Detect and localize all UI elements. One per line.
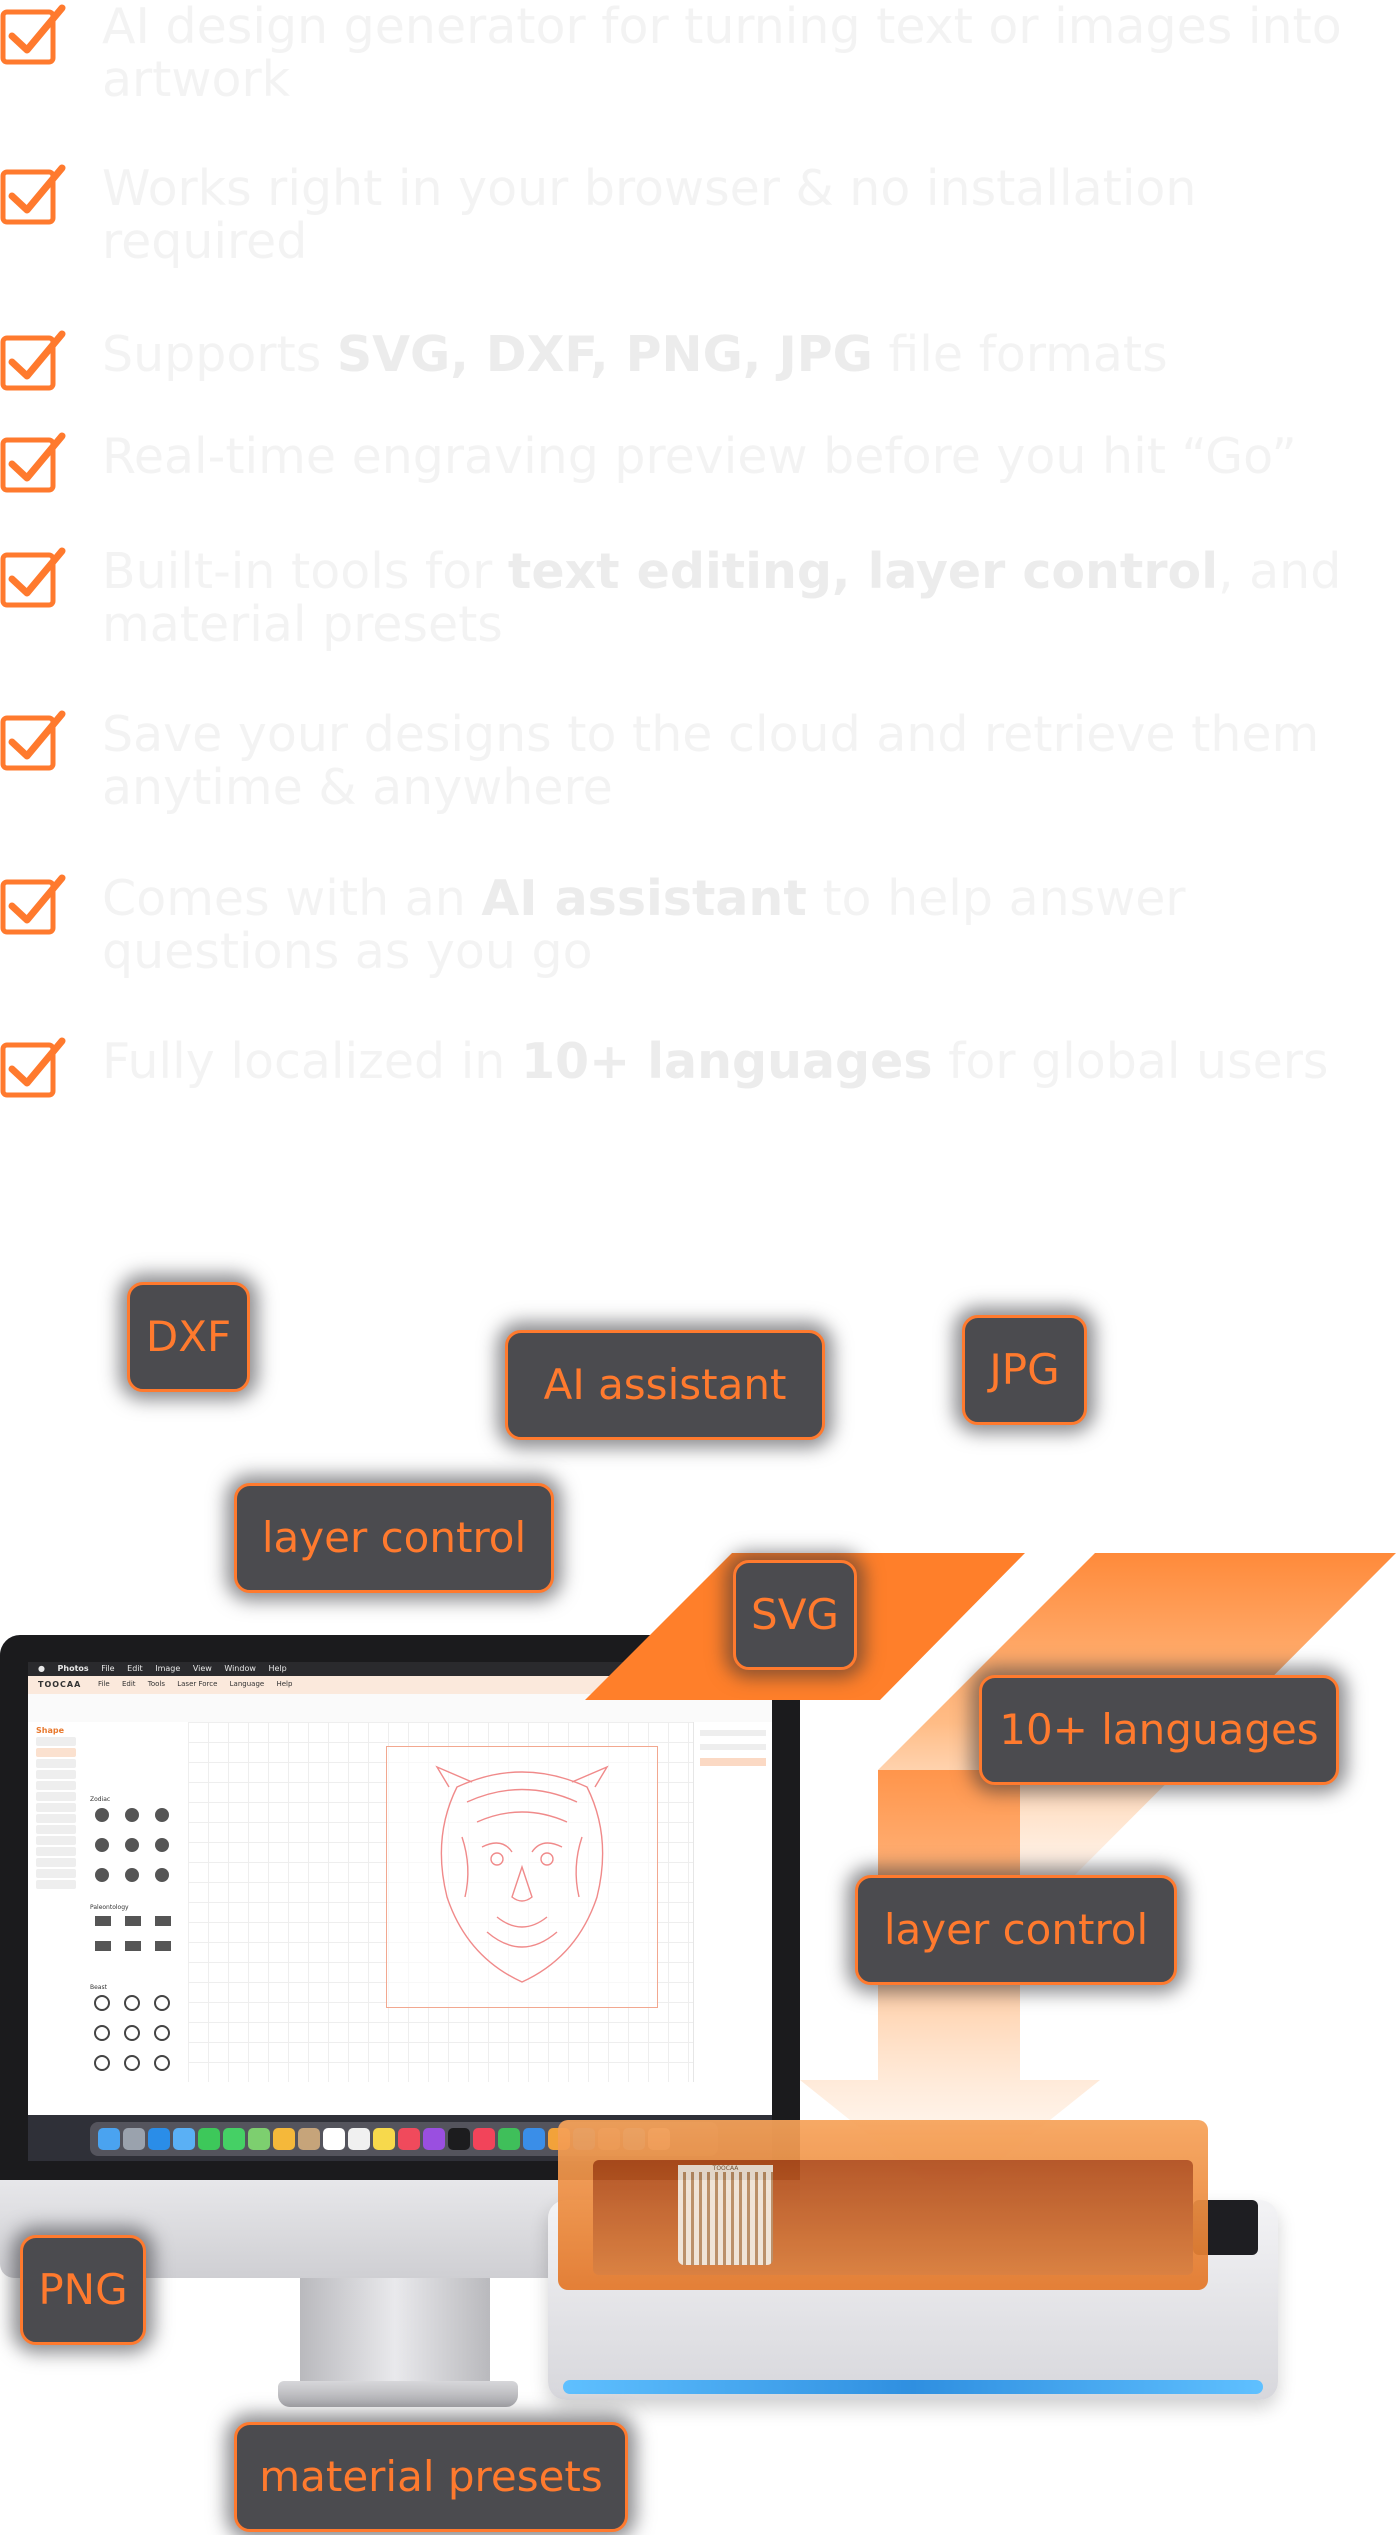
tag-svg: SVG	[733, 1560, 857, 1670]
app-menu-item[interactable]: Language	[229, 1680, 265, 1688]
feature-text-bold: 10+ languages	[520, 1033, 933, 1090]
menubar-item[interactable]: Image	[155, 1664, 181, 1673]
menubar-item[interactable]: File	[101, 1664, 115, 1673]
tag-languages: 10+ languages	[979, 1675, 1339, 1785]
feature-text-bold: AI assistant	[481, 870, 807, 927]
feature-text-segment: Save your designs to the cloud and retrieve them anytime & anywhere	[102, 706, 1320, 816]
feature-text-segment: Works right in your browser & no installation required	[102, 160, 1197, 270]
menubar-item[interactable]: Help	[268, 1664, 287, 1673]
sidebar-title: Shape	[36, 1726, 65, 1735]
feature-text-segment: AI design generator for turning text or images into artwork	[102, 0, 1342, 108]
laser-head-brand: TOOCAA	[678, 2165, 773, 2172]
menubar-app-name[interactable]: Photos	[57, 1664, 89, 1673]
apple-icon[interactable]: ●	[38, 1664, 45, 1673]
tag-material-presets: material presets	[234, 2422, 628, 2532]
tag-ai-assistant: AI assistant	[505, 1330, 825, 1440]
laser-engraver	[548, 2120, 1278, 2420]
feature-text-bold: text editing, layer control	[507, 543, 1218, 600]
feature-text-segment: Real-time engraving preview before you hit “Go”	[102, 428, 1297, 485]
feature-text-segment: to help answer questions as you go	[102, 870, 1186, 980]
menubar-item[interactable]: View	[192, 1664, 212, 1673]
laser-head	[678, 2165, 773, 2265]
menubar-item[interactable]: Edit	[127, 1664, 143, 1673]
tag-layer-control: layer control	[855, 1875, 1177, 1985]
feature-text-bold: SVG, DXF, PNG, JPG	[336, 326, 873, 383]
feature-text-segment: , and material presets	[102, 543, 1342, 653]
engraver-light-strip	[563, 2380, 1263, 2394]
feature-text-segment: Built-in tools for	[102, 543, 508, 600]
app-menu-item[interactable]: Edit	[121, 1680, 136, 1688]
feature-text-segment: Fully localized in	[102, 1033, 521, 1090]
app-logo: TOOCAA	[38, 1680, 82, 1689]
feature-text-segment: Supports	[102, 326, 337, 383]
tag-dxf: DXF	[127, 1282, 250, 1392]
shape-section-title: Beast	[90, 1984, 107, 1991]
tag-layer-control: layer control	[234, 1483, 554, 1593]
feature-text-segment: file formats	[872, 326, 1168, 383]
menubar-item[interactable]: Window	[224, 1664, 256, 1673]
feature-text-segment: Comes with an	[102, 870, 482, 927]
engraver-lid	[558, 2120, 1208, 2290]
app-menu-item[interactable]: Help	[276, 1680, 293, 1688]
shape-section-title: Paleontology	[90, 1904, 129, 1911]
tag-jpg: JPG	[962, 1315, 1087, 1425]
app-menu-item[interactable]: File	[98, 1680, 110, 1688]
tag-png: PNG	[20, 2235, 146, 2345]
shape-section-title: Zodiac	[90, 1796, 111, 1803]
app-menu-item[interactable]: Tools	[147, 1680, 165, 1688]
feature-text-segment: for global users	[932, 1033, 1329, 1090]
app-menu-item[interactable]: Laser Force	[177, 1680, 218, 1688]
